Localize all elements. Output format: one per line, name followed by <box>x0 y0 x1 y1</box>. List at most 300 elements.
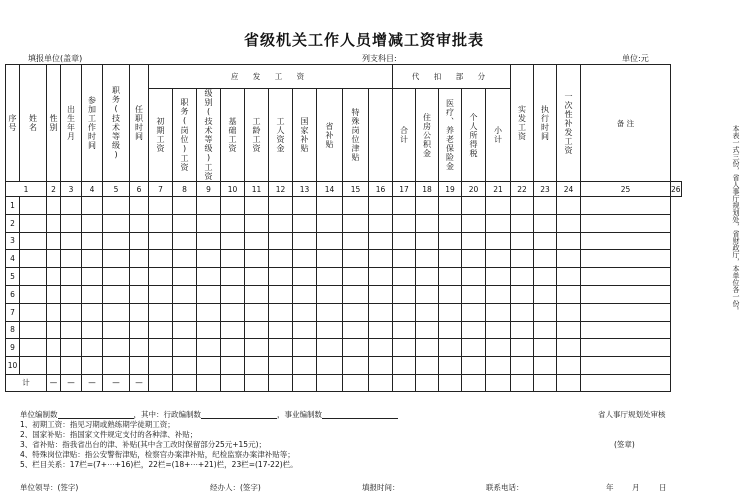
table-cell[interactable] <box>369 214 393 232</box>
header-total: 合计 <box>393 89 416 182</box>
table-cell[interactable] <box>557 303 581 321</box>
table-cell[interactable] <box>557 214 581 232</box>
table-cell[interactable] <box>20 303 47 321</box>
table-cell[interactable] <box>486 321 511 339</box>
header-one-time-wage: 一次性补发工资 <box>557 65 581 182</box>
table-cell[interactable] <box>293 268 317 286</box>
total-cell[interactable] <box>317 374 343 391</box>
table-cell[interactable] <box>221 357 245 375</box>
table-cell[interactable] <box>82 232 103 250</box>
table-cell[interactable] <box>245 268 269 286</box>
header-initial-wage: 初期工资 <box>149 89 173 182</box>
total-dash: — <box>61 374 82 391</box>
table-cell[interactable] <box>511 232 534 250</box>
table-cell[interactable] <box>293 250 317 268</box>
table-cell[interactable] <box>173 232 197 250</box>
table-cell[interactable] <box>47 268 61 286</box>
table-cell[interactable] <box>581 357 671 375</box>
total-cell[interactable] <box>462 374 486 391</box>
table-cell[interactable] <box>534 268 557 286</box>
total-cell[interactable] <box>393 374 416 391</box>
table-cell[interactable] <box>293 321 317 339</box>
table-cell[interactable] <box>317 303 343 321</box>
table-cell[interactable] <box>61 339 82 357</box>
table-cell[interactable] <box>173 321 197 339</box>
table-cell[interactable] <box>393 285 416 303</box>
table-cell[interactable] <box>462 285 486 303</box>
table-cell[interactable] <box>581 232 671 250</box>
table-cell[interactable] <box>557 321 581 339</box>
table-cell[interactable] <box>439 197 462 215</box>
table-cell[interactable] <box>317 268 343 286</box>
table-cell[interactable] <box>557 268 581 286</box>
table-cell[interactable] <box>269 268 293 286</box>
table-cell[interactable] <box>197 357 221 375</box>
table-cell[interactable] <box>439 357 462 375</box>
table-cell[interactable] <box>462 321 486 339</box>
table-cell[interactable] <box>511 321 534 339</box>
table-cell[interactable] <box>534 285 557 303</box>
table-cell[interactable] <box>369 268 393 286</box>
table-cell[interactable] <box>269 357 293 375</box>
table-cell[interactable] <box>317 250 343 268</box>
table-cell[interactable] <box>534 339 557 357</box>
table-cell[interactable] <box>393 197 416 215</box>
table-cell[interactable] <box>439 321 462 339</box>
table-cell[interactable] <box>462 250 486 268</box>
table-cell[interactable] <box>486 268 511 286</box>
table-cell[interactable] <box>369 339 393 357</box>
table-cell[interactable] <box>581 285 671 303</box>
table-cell[interactable] <box>534 321 557 339</box>
table-cell[interactable] <box>343 232 369 250</box>
table-cell[interactable] <box>269 339 293 357</box>
note-5: 5、栏目关系：17栏=(7+⋯+16)栏，22栏=(18+⋯+21)栏，23栏=(17-22)栏。 <box>20 460 298 469</box>
table-cell[interactable] <box>47 303 61 321</box>
table-cell[interactable] <box>82 285 103 303</box>
table-cell[interactable] <box>82 357 103 375</box>
table-cell[interactable] <box>534 214 557 232</box>
table-cell[interactable] <box>221 232 245 250</box>
table-cell[interactable] <box>293 303 317 321</box>
table-cell[interactable] <box>343 357 369 375</box>
table-cell[interactable] <box>149 303 173 321</box>
institution-staffing-blank[interactable] <box>322 410 398 419</box>
table-cell[interactable] <box>269 197 293 215</box>
table-cell[interactable] <box>369 197 393 215</box>
total-cell[interactable] <box>581 374 671 391</box>
table-cell[interactable] <box>130 250 149 268</box>
currency-unit-label: 单位:元 <box>622 54 649 63</box>
table-cell[interactable] <box>130 339 149 357</box>
table-cell[interactable] <box>462 339 486 357</box>
table-cell[interactable] <box>343 250 369 268</box>
table-cell[interactable] <box>149 357 173 375</box>
table-cell[interactable] <box>511 303 534 321</box>
admin-staffing-blank[interactable] <box>201 410 277 419</box>
table-cell[interactable] <box>149 232 173 250</box>
total-cell[interactable] <box>534 374 557 391</box>
table-cell[interactable] <box>462 214 486 232</box>
table-cell[interactable] <box>103 339 130 357</box>
table-cell[interactable] <box>439 268 462 286</box>
admin-staffing-label: ，其中：行政编制数 <box>133 410 201 419</box>
table-cell[interactable] <box>416 357 439 375</box>
row-number: 10 <box>6 357 20 375</box>
table-cell[interactable] <box>47 285 61 303</box>
table-cell[interactable] <box>221 339 245 357</box>
table-cell[interactable] <box>61 232 82 250</box>
table-cell[interactable] <box>103 285 130 303</box>
table-cell[interactable] <box>393 250 416 268</box>
table-cell[interactable] <box>130 197 149 215</box>
header-seniority-wage: 工龄工资 <box>245 89 269 182</box>
table-cell[interactable] <box>511 339 534 357</box>
table-cell[interactable] <box>557 357 581 375</box>
table-cell[interactable] <box>47 321 61 339</box>
table-cell[interactable] <box>61 250 82 268</box>
table-cell[interactable] <box>82 303 103 321</box>
hr-office-review: 省人事厅规划处审核 <box>598 410 666 419</box>
table-cell[interactable] <box>269 232 293 250</box>
total-cell[interactable] <box>369 374 393 391</box>
table-cell[interactable] <box>149 214 173 232</box>
table-cell[interactable] <box>61 268 82 286</box>
table-cell[interactable] <box>393 339 416 357</box>
row-number: 9 <box>6 339 20 357</box>
table-cell[interactable] <box>173 357 197 375</box>
table-cell[interactable] <box>20 197 47 215</box>
table-cell[interactable] <box>369 250 393 268</box>
table-cell[interactable] <box>581 339 671 357</box>
table-cell[interactable] <box>173 339 197 357</box>
table-cell[interactable] <box>369 232 393 250</box>
table-cell[interactable] <box>82 250 103 268</box>
table-cell[interactable] <box>511 250 534 268</box>
total-cell[interactable] <box>149 374 173 391</box>
table-cell[interactable] <box>416 339 439 357</box>
date-month-label: 月 <box>632 483 640 492</box>
table-cell[interactable] <box>581 197 671 215</box>
table-cell[interactable] <box>245 197 269 215</box>
table-cell[interactable] <box>557 339 581 357</box>
table-cell[interactable] <box>581 268 671 286</box>
column-number: 8 <box>173 182 197 197</box>
table-cell[interactable] <box>581 214 671 232</box>
total-dash: — <box>82 374 103 391</box>
table-cell[interactable] <box>317 339 343 357</box>
table-cell[interactable] <box>486 339 511 357</box>
table-cell[interactable] <box>130 303 149 321</box>
table-cell[interactable] <box>317 357 343 375</box>
table-row <box>6 268 682 286</box>
table-cell[interactable] <box>47 250 61 268</box>
table-cell[interactable] <box>103 268 130 286</box>
table-cell[interactable] <box>103 197 130 215</box>
table-cell[interactable] <box>173 214 197 232</box>
table-cell[interactable] <box>343 214 369 232</box>
table-cell[interactable] <box>245 232 269 250</box>
table-cell[interactable] <box>534 232 557 250</box>
table-cell[interactable] <box>486 357 511 375</box>
table-cell[interactable] <box>416 268 439 286</box>
table-cell[interactable] <box>511 214 534 232</box>
table-cell[interactable] <box>149 197 173 215</box>
table-cell[interactable] <box>245 357 269 375</box>
table-cell[interactable] <box>269 285 293 303</box>
table-cell[interactable] <box>511 285 534 303</box>
table-cell[interactable] <box>221 321 245 339</box>
total-cell[interactable] <box>557 374 581 391</box>
table-cell[interactable] <box>173 303 197 321</box>
table-cell[interactable] <box>534 250 557 268</box>
table-cell[interactable] <box>20 268 47 286</box>
table-cell[interactable] <box>103 214 130 232</box>
table-cell[interactable] <box>416 250 439 268</box>
table-cell[interactable] <box>511 357 534 375</box>
table-cell[interactable] <box>82 321 103 339</box>
table-cell[interactable] <box>130 285 149 303</box>
table-cell[interactable] <box>293 197 317 215</box>
table-cell[interactable] <box>293 214 317 232</box>
table-cell[interactable] <box>197 197 221 215</box>
table-cell[interactable] <box>149 339 173 357</box>
staffing-label: 单位编制数 <box>20 410 58 419</box>
table-cell[interactable] <box>221 268 245 286</box>
table-cell[interactable] <box>393 321 416 339</box>
table-cell[interactable] <box>197 339 221 357</box>
table-row <box>6 321 682 339</box>
column-number: 3 <box>61 182 82 197</box>
table-cell[interactable] <box>462 232 486 250</box>
table-cell[interactable] <box>20 285 47 303</box>
table-cell[interactable] <box>82 268 103 286</box>
table-cell[interactable] <box>462 197 486 215</box>
table-cell[interactable] <box>317 321 343 339</box>
table-cell[interactable] <box>149 321 173 339</box>
table-cell[interactable] <box>47 214 61 232</box>
table-cell[interactable] <box>149 250 173 268</box>
table-cell[interactable] <box>82 339 103 357</box>
table-cell[interactable] <box>343 303 369 321</box>
table-cell[interactable] <box>416 303 439 321</box>
table-cell[interactable] <box>61 214 82 232</box>
table-cell[interactable] <box>221 303 245 321</box>
table-cell[interactable] <box>61 197 82 215</box>
table-cell[interactable] <box>439 232 462 250</box>
table-cell[interactable] <box>369 303 393 321</box>
table-cell[interactable] <box>534 303 557 321</box>
total-cell[interactable] <box>197 374 221 391</box>
table-cell[interactable] <box>149 285 173 303</box>
table-cell[interactable] <box>245 285 269 303</box>
table-cell[interactable] <box>486 285 511 303</box>
table-cell[interactable] <box>393 268 416 286</box>
table-cell[interactable] <box>20 357 47 375</box>
table-cell[interactable] <box>20 214 47 232</box>
table-cell[interactable] <box>293 232 317 250</box>
header-deduct-group: 代 扣 部 分 <box>393 65 511 89</box>
table-cell[interactable] <box>343 268 369 286</box>
table-cell[interactable] <box>197 214 221 232</box>
total-cell[interactable] <box>486 374 511 391</box>
table-cell[interactable] <box>343 285 369 303</box>
table-cell[interactable] <box>534 357 557 375</box>
total-cell[interactable] <box>221 374 245 391</box>
table-cell[interactable] <box>103 357 130 375</box>
table-cell[interactable] <box>61 285 82 303</box>
table-cell[interactable] <box>245 214 269 232</box>
header-rank-time: 任职时间 <box>130 65 149 182</box>
table-cell[interactable] <box>511 197 534 215</box>
table-cell[interactable] <box>439 285 462 303</box>
table-cell[interactable] <box>173 268 197 286</box>
table-cell[interactable] <box>317 232 343 250</box>
table-cell[interactable] <box>269 303 293 321</box>
table-cell[interactable] <box>581 303 671 321</box>
table-cell[interactable] <box>317 197 343 215</box>
table-cell[interactable] <box>416 321 439 339</box>
table-cell[interactable] <box>293 285 317 303</box>
total-cell[interactable] <box>439 374 462 391</box>
table-cell[interactable] <box>221 197 245 215</box>
table-cell[interactable] <box>439 303 462 321</box>
total-cell[interactable] <box>343 374 369 391</box>
table-cell[interactable] <box>439 250 462 268</box>
table-cell[interactable] <box>82 197 103 215</box>
table-cell[interactable] <box>557 250 581 268</box>
table-cell[interactable] <box>486 214 511 232</box>
table-cell[interactable] <box>416 197 439 215</box>
table-cell[interactable] <box>317 214 343 232</box>
table-cell[interactable] <box>61 321 82 339</box>
table-cell[interactable] <box>61 303 82 321</box>
table-cell[interactable] <box>130 321 149 339</box>
column-number: 1 <box>6 182 47 197</box>
table-cell[interactable] <box>173 285 197 303</box>
staffing-blank[interactable] <box>58 410 134 419</box>
table-cell[interactable] <box>149 268 173 286</box>
table-cell[interactable] <box>103 321 130 339</box>
table-cell[interactable] <box>245 339 269 357</box>
table-cell[interactable] <box>393 357 416 375</box>
total-cell[interactable] <box>173 374 197 391</box>
column-number: 11 <box>245 182 269 197</box>
table-cell[interactable] <box>486 232 511 250</box>
table-cell[interactable] <box>20 232 47 250</box>
table-cell[interactable] <box>173 250 197 268</box>
table-cell[interactable] <box>61 357 82 375</box>
table-cell[interactable] <box>557 232 581 250</box>
table-cell[interactable] <box>439 214 462 232</box>
table-cell[interactable] <box>369 321 393 339</box>
table-cell[interactable] <box>173 197 197 215</box>
table-cell[interactable] <box>369 357 393 375</box>
table-cell[interactable] <box>47 232 61 250</box>
table-cell[interactable] <box>439 339 462 357</box>
column-number: 9 <box>197 182 221 197</box>
table-cell[interactable] <box>343 197 369 215</box>
table-cell[interactable] <box>486 250 511 268</box>
table-cell[interactable] <box>103 232 130 250</box>
table-cell[interactable] <box>269 250 293 268</box>
table-cell[interactable] <box>245 321 269 339</box>
row-number: 3 <box>6 232 20 250</box>
date-year-label: 年 <box>606 483 614 492</box>
table-cell[interactable] <box>534 197 557 215</box>
table-cell[interactable] <box>416 214 439 232</box>
table-cell[interactable] <box>369 285 393 303</box>
table-cell[interactable] <box>416 232 439 250</box>
table-cell[interactable] <box>20 339 47 357</box>
table-cell[interactable] <box>581 321 671 339</box>
table-cell[interactable] <box>557 197 581 215</box>
table-cell[interactable] <box>557 285 581 303</box>
table-cell[interactable] <box>462 357 486 375</box>
table-cell[interactable] <box>130 357 149 375</box>
table-cell[interactable] <box>20 321 47 339</box>
table-cell[interactable] <box>103 303 130 321</box>
table-cell[interactable] <box>269 321 293 339</box>
table-cell[interactable] <box>197 285 221 303</box>
table-cell[interactable] <box>245 303 269 321</box>
table-cell[interactable] <box>221 250 245 268</box>
total-cell[interactable] <box>269 374 293 391</box>
table-cell[interactable] <box>47 357 61 375</box>
date-day-label: 日 <box>659 483 667 492</box>
table-cell[interactable] <box>343 321 369 339</box>
table-cell[interactable] <box>20 250 47 268</box>
table-cell[interactable] <box>293 339 317 357</box>
table-cell[interactable] <box>221 214 245 232</box>
table-cell[interactable] <box>269 214 293 232</box>
table-cell[interactable] <box>486 197 511 215</box>
table-cell[interactable] <box>103 250 130 268</box>
table-cell[interactable] <box>486 303 511 321</box>
header-work-start: 参加工作时间 <box>82 65 103 182</box>
table-cell[interactable] <box>462 268 486 286</box>
table-cell[interactable] <box>130 214 149 232</box>
total-cell[interactable] <box>511 374 534 391</box>
table-cell[interactable] <box>393 214 416 232</box>
table-cell[interactable] <box>197 321 221 339</box>
table-cell[interactable] <box>416 285 439 303</box>
table-cell[interactable] <box>197 232 221 250</box>
table-cell[interactable] <box>47 339 61 357</box>
table-cell[interactable] <box>511 268 534 286</box>
table-cell[interactable] <box>197 303 221 321</box>
expense-subject-label: 列支科目: <box>362 54 397 63</box>
table-cell[interactable] <box>221 285 245 303</box>
total-cell[interactable] <box>293 374 317 391</box>
table-cell[interactable] <box>343 339 369 357</box>
total-cell[interactable] <box>416 374 439 391</box>
total-cell[interactable] <box>245 374 269 391</box>
table-cell[interactable] <box>197 250 221 268</box>
table-cell[interactable] <box>581 250 671 268</box>
table-cell[interactable] <box>462 303 486 321</box>
table-cell[interactable] <box>317 285 343 303</box>
table-cell[interactable] <box>245 250 269 268</box>
table-cell[interactable] <box>82 214 103 232</box>
table-cell[interactable] <box>393 232 416 250</box>
table-cell[interactable] <box>47 197 61 215</box>
table-cell[interactable] <box>130 232 149 250</box>
table-cell[interactable] <box>293 357 317 375</box>
table-cell[interactable] <box>197 268 221 286</box>
table-cell[interactable] <box>393 303 416 321</box>
table-cell[interactable] <box>130 268 149 286</box>
